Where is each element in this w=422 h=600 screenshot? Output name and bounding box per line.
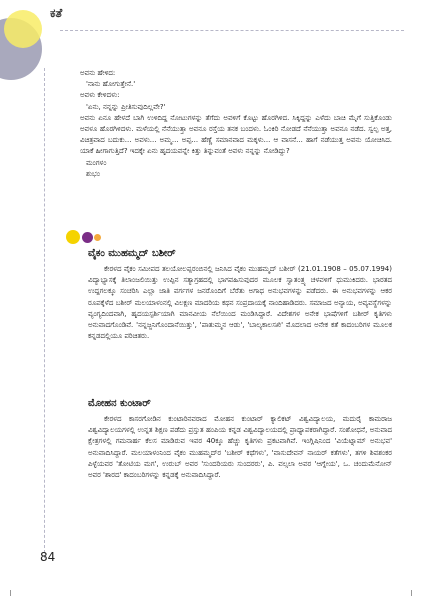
story-ending (80, 68, 392, 180)
dialogue-paragraph: ಅವನು ಏನೂ ಹೇಳದೆ ಬಾಗಿ ಉಳಿದಿದ್ದ ನೋಟುಗಳನ್ನು ತೆಗೆದು ಅವಳಿಗೆ ಕೊಟ್ಟು ಹೊರಗಿಳಿದ. ಸಿಕ್ಕಿದ್ದನ್ನು ಎಳೆದು ಬಾಚಿ ಮೈಗೆ ಸುತ್ತಿಕೊಂಡು ಅವಳೂ ಹೊರಗಿಳಿದಳು. ಮಳೆಯಲ್ಲಿ ನೆನೆಯುತ್ತಾ ಅವನೂ ರಸ್ತೆಯ ತನಕ ಬಂದಳು. ಓಂಕಿರಿ ನೋಡದೆ ನೆನೆಯುತ್ತಾ ಅವನೂ ನಡೆದ. ಸ್ವಲ್ಪ ಅತ್ತ, ವಿಚಿತ್ರವಾದ ಬದುಕು... ಅವಳು... ಅಮ್ಮ... ಅಪ್ಪ... ಹೆಣ್ಣೆ ಸಮಾನವಾದ ಮಕ್ಕಳು... ಆ ವಾಸನೆ... ಹಾಗೆ ನಡೆಯುತ್ತ ಅವನು ಯೋಚಿಸಿದ. ಯಾಕೆ ಹೀಗಾಗುತ್ತಿದೆ? ಇದಕ್ಕೇ ಏನು ಹೃದಯವನ್ನೇ ಕಿತ್ತು ತಿನ್ನುವಂತೆ ಅವಳು ನನ್ನನ್ನು ನೋಡಿದ್ದು? (80, 113, 392, 156)
orange-dot-icon (94, 234, 101, 241)
author-bio-text: ಕೇರಳದ ವೈಕಂ ಸಮೀಪದ ತಲಯೋಲಪ್ಪರಂಬಿನಲ್ಲಿ ಜನಿಸಿದ ವೈಕಂ ಮುಹಮ್ಮದ್ ಬಶೀರ್ (21.01.1908 – 05.07.1994) ವಿದ್ಯಾಭ್ಯಾಸಕ್ಕೆ ತಿಲಾಂಜಲಿಯಿತ್ತು ಉಪ್ಪಿನ ಸತ್ಯಾಗ್ರಹದಲ್ಲಿ ಭಾಗವಹಿಸುವುದರ ಮೂಲಕ ಸ್ವಾತಂತ್ರ್ಯ ಚಳವಳಿಗೆ ಧುಮುಕಿದರು. ಭಾರತದ ಉದ್ದಗಲಕ್ಕೂ ಸಂಚರಿಸಿ ಎಲ್ಲಾ ಜಾತಿ ವರ್ಗಗಳ ಜನರೊಂದಿಗೆ ಬೆರೆತು ಅಗಾಧ ಅನುಭವಗಳನ್ನು ಪಡೆದರು. ಈ ಅನುಭವಗಳನ್ನು ಆಕರ ರೂಪಕ್ಕೆಳೆದ ಬಶೀರ್ ಮಲಯಾಳಂನಲ್ಲಿ ವಿಲಕ್ಷಣ ಮಾದರಿಯ ಕಥನ ಸಂಪ್ರದಾಯಕ್ಕೆ ನಾಂದಿಹಾಡಿದರು. ಸಮಾಜದ ಅನ್ಯಾಯ, ಅವ್ಯವಸ್ಥೆಗಳನ್ನು ವ್ಯಂಗ್ಯದಿಂದವಾಗಿ, ಹೃದಯಸ್ಪರ್ಶಿಯಾಗಿ ಮಾನವೀಯ ನೆಲೆಯಿಂದ ಮಂಡಿಸಿದ್ದಾರೆ. ವಿದೇಶಗಳ ಅನೇಕ ಭಾಷೆಗಳಿಗೆ ಬಶೀರ್ ಕೃತಿಗಳು ಅನುವಾದಗೊಂಡಿವೆ. 'ನನ್ನಜ್ಜನಿಗೊಂದಾನೆಯಿತ್ತು', 'ಪಾತುಮ್ಮನ ಆಡು', 'ಬಾಲ್ಯಕಾಲಸಖಿ' ಮೊದಲಾದ ಅನೇಕ ಕತೆ ಕಾದಂಬರಿಗಳ ಮೂಲಕ ಕನ್ನಡದಲ್ಲಿಯೂ ಪರಿಚಿತರು. (88, 265, 392, 341)
crop-mark (4, 590, 11, 596)
header-dashed-line (60, 30, 404, 31)
section-title: ಕತೆ (50, 6, 63, 20)
crop-mark (411, 590, 418, 596)
author-bio-title: ವೈಕಂ ಮುಹಮ್ಮದ್ ಬಶೀರ್ (88, 248, 176, 259)
closing-line: ಮಂಗಳಂ (86, 158, 107, 167)
dialogue-line: 'ನಾನು ಹೋಗುತ್ತೇನೆ.' (86, 80, 136, 89)
purple-dot-icon (82, 232, 93, 243)
margin-dashed-line (44, 68, 45, 558)
yellow-dot-icon (66, 230, 80, 244)
dialogue-line: ಅವಳು ಕೇಳಿದಳು: (80, 91, 120, 100)
translator-bio-title: ಮೋಹನ ಕುಂಟಾರ್ (88, 398, 151, 409)
decorative-yellow-circle (4, 10, 42, 48)
closing-line: ಶುಭಂ (86, 169, 100, 178)
page-number: 84 (40, 550, 56, 564)
dialogue-line: ಅವನು ಹೇಳಿದ: (80, 69, 116, 77)
translator-bio-text: ಕೇರಳದ ಕಾಸರಗೋಡಿನ ಕುಂಟಾರಿನವರಾದ ಮೋಹನ ಕುಂಟಾರ್ ಕ್ಯಾಲಿಕಟ್ ವಿಶ್ವವಿದ್ಯಾಲಯ, ಮದುರೈ ಕಾಮರಾಜ ವಿಶ್ವವಿದ್ಯಾಲಯಗಳಲ್ಲಿ ಉನ್ನತ ಶಿಕ್ಷಣ ಪಡೆದು ಪ್ರಸ್ತುತ ಹಂಪಿಯ ಕನ್ನಡ ವಿಶ್ವವಿದ್ಯಾಲಯದಲ್ಲಿ ಪ್ರಾಧ್ಯಾಪಕರಾಗಿದ್ದಾರೆ. ಸಂಶೋಧನೆ, ಅನುವಾದ ಕ್ಷೇತ್ರಗಳಲ್ಲಿ ಗಮನಾರ್ಹ ಕೆಲಸ ಮಾಡಿರುವ ಇವರ 40ಕ್ಕೂ ಹೆಚ್ಚು ಕೃತಿಗಳು ಪ್ರಕಟವಾಗಿವೆ. ಇಂಗ್ಲಿಷಿನಿಂದ 'ವಿಯೆಟ್ನಾಮ್ ಅನುಭವ' ಅನುವಾದಿಸಿದ್ದಾರೆ. ಮಲಯಾಳಂನಿಂದ ವೈಕಂ ಮುಹಮ್ಮದ್‌ರ 'ಬಶೀರ್ ಕಥೆಗಳು', 'ವಾಸುದೇವನ್ ನಾಯರ್ ಕತೆಗಳು', ತಗಳಿ ಶಿವಶಂಕರ ಪಿಳ್ಳೆಯವರ 'ತೋಟಿಯ ಮಗ', ಉರುಬ್ ಅವರ 'ಸುಂದರಿಯರು ಸುಂದರರು', ಪಿ. ವಲ್ಸಲಾ ಅವರ 'ಆಗ್ನೇಯ', ಒ. ಚಂದುಮೆನೋನ್ ಅವರ 'ಶಾರದ' ಕಾದಂಬರಿಗಳನ್ನು ಕನ್ನಡಕ್ಕೆ ಅನುವಾದಿಸಿದ್ದಾರೆ. (88, 415, 392, 480)
dialogue-line: 'ಏನು, ನನ್ನನ್ನು ಪ್ರೀತಿಸುವುದಿಲ್ಲವೇ?' (86, 102, 166, 111)
